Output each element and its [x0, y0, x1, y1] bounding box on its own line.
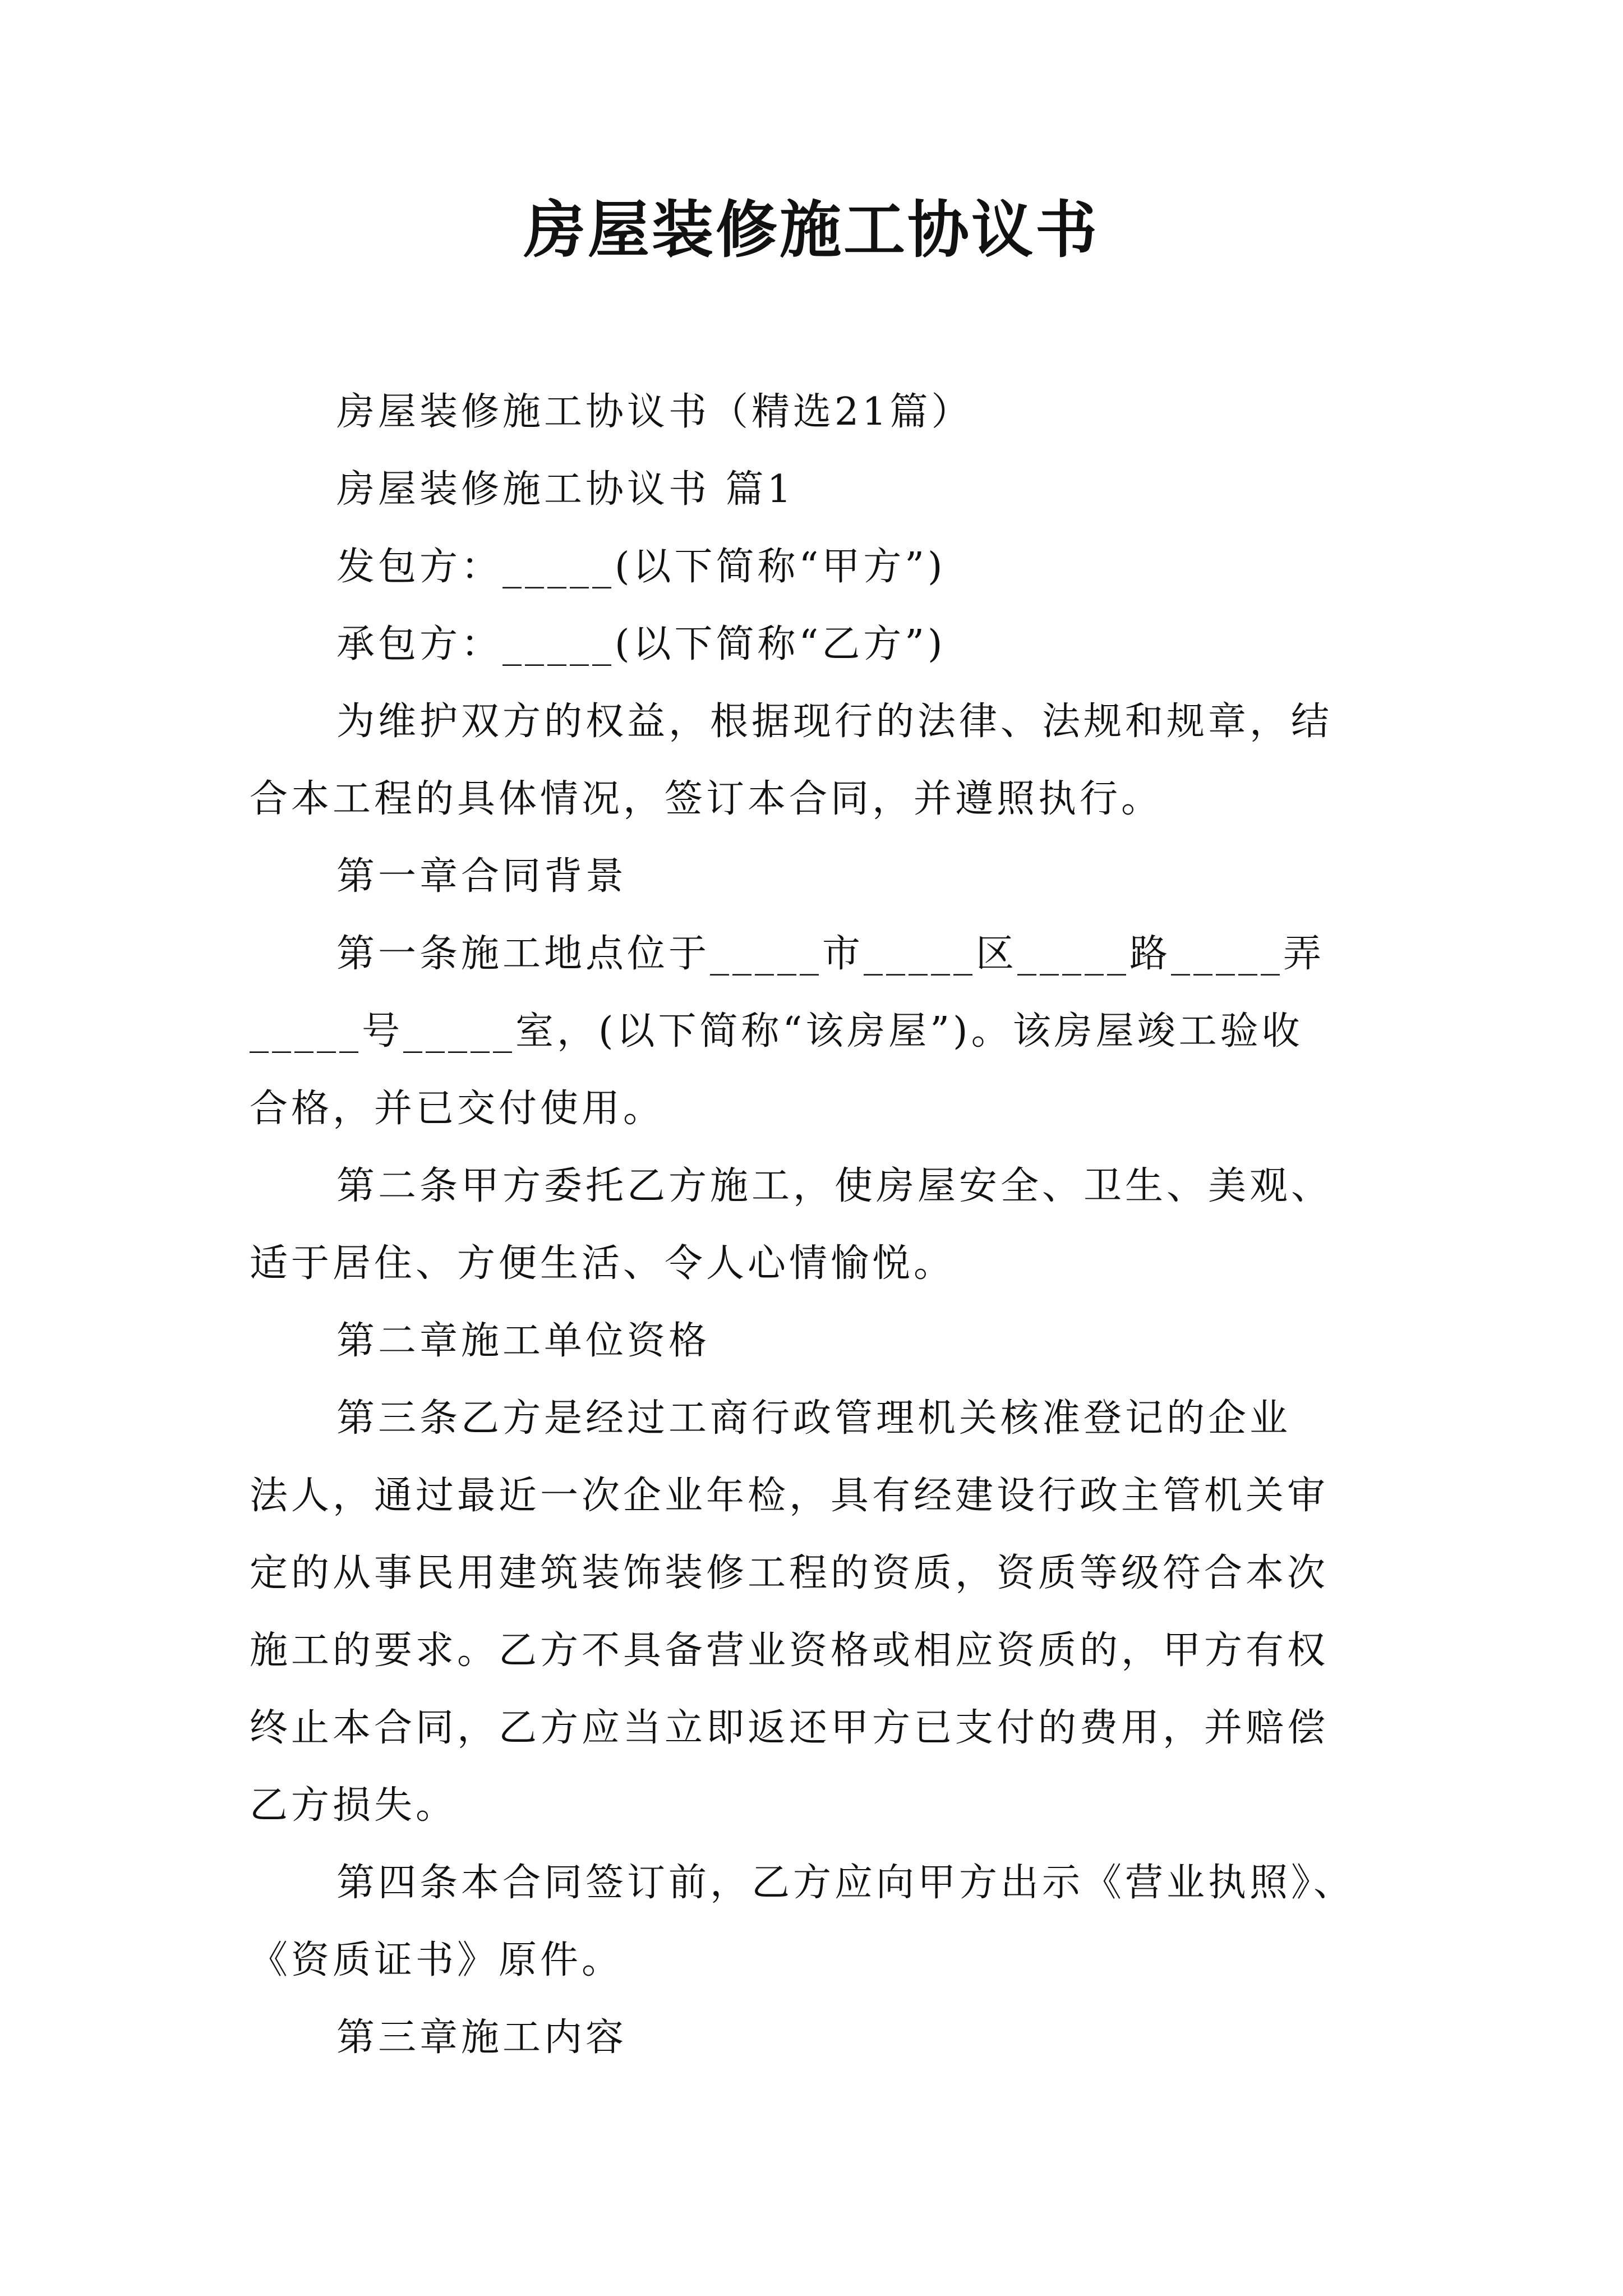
section-heading: 房屋装修施工协议书 篇1: [336, 467, 795, 512]
paragraph-line: 第二条甲方委托乙方施工，使房屋安全、卫生、美观、: [336, 1164, 1333, 1208]
paragraph-line: 第三条乙方是经过工商行政管理机关核准登记的企业: [336, 1396, 1292, 1441]
subtitle-line: 房屋装修施工协议书（精选21篇）: [336, 390, 973, 434]
party-b-line: 承包方：_____(以下简称“乙方”): [336, 622, 946, 666]
paragraph-line: 适于居住、方便生活、令人心情愉悦。: [250, 1241, 956, 1286]
paragraph-line: 第一条施工地点位于_____市_____区_____路_____弄: [336, 932, 1325, 976]
chapter-heading: 第一章合同背景: [336, 854, 628, 899]
paragraph-line: 合格，并已交付使用。: [250, 1087, 665, 1131]
party-a-line: 发包方：_____(以下简称“甲方”): [336, 545, 946, 589]
paragraph-line: _____号_____室，(以下简称“该房屋”)。该房屋竣工验收: [250, 1009, 1303, 1053]
document-title: 房屋装修施工协议书: [524, 194, 1099, 266]
paragraph-line: 终止本合同，乙方应当立即返还甲方已支付的费用，并赔偿: [250, 1706, 1329, 1750]
paragraph-line: 第四条本合同签订前，乙方应向甲方出示《营业执照》、: [336, 1861, 1355, 1905]
paragraph-line: 为维护双方的权益，根据现行的法律、法规和规章，结: [336, 700, 1333, 744]
paragraph-line: 乙方损失。: [250, 1783, 458, 1828]
paragraph-line: 合本工程的具体情况，签订本合同，并遵照执行。: [250, 777, 1163, 821]
paragraph-line: 施工的要求。乙方不具备营业资格或相应资质的，甲方有权: [250, 1628, 1329, 1673]
paragraph-line: 法人，通过最近一次企业年检，具有经建设行政主管机关审: [250, 1474, 1329, 1518]
paragraph-line: 《资质证书》原件。: [250, 1938, 624, 1982]
chapter-heading: 第三章施工内容: [336, 2016, 628, 2060]
chapter-heading: 第二章施工单位资格: [336, 1319, 711, 1363]
paragraph-line: 定的从事民用建筑装饰装修工程的资质，资质等级符合本次: [250, 1551, 1329, 1595]
